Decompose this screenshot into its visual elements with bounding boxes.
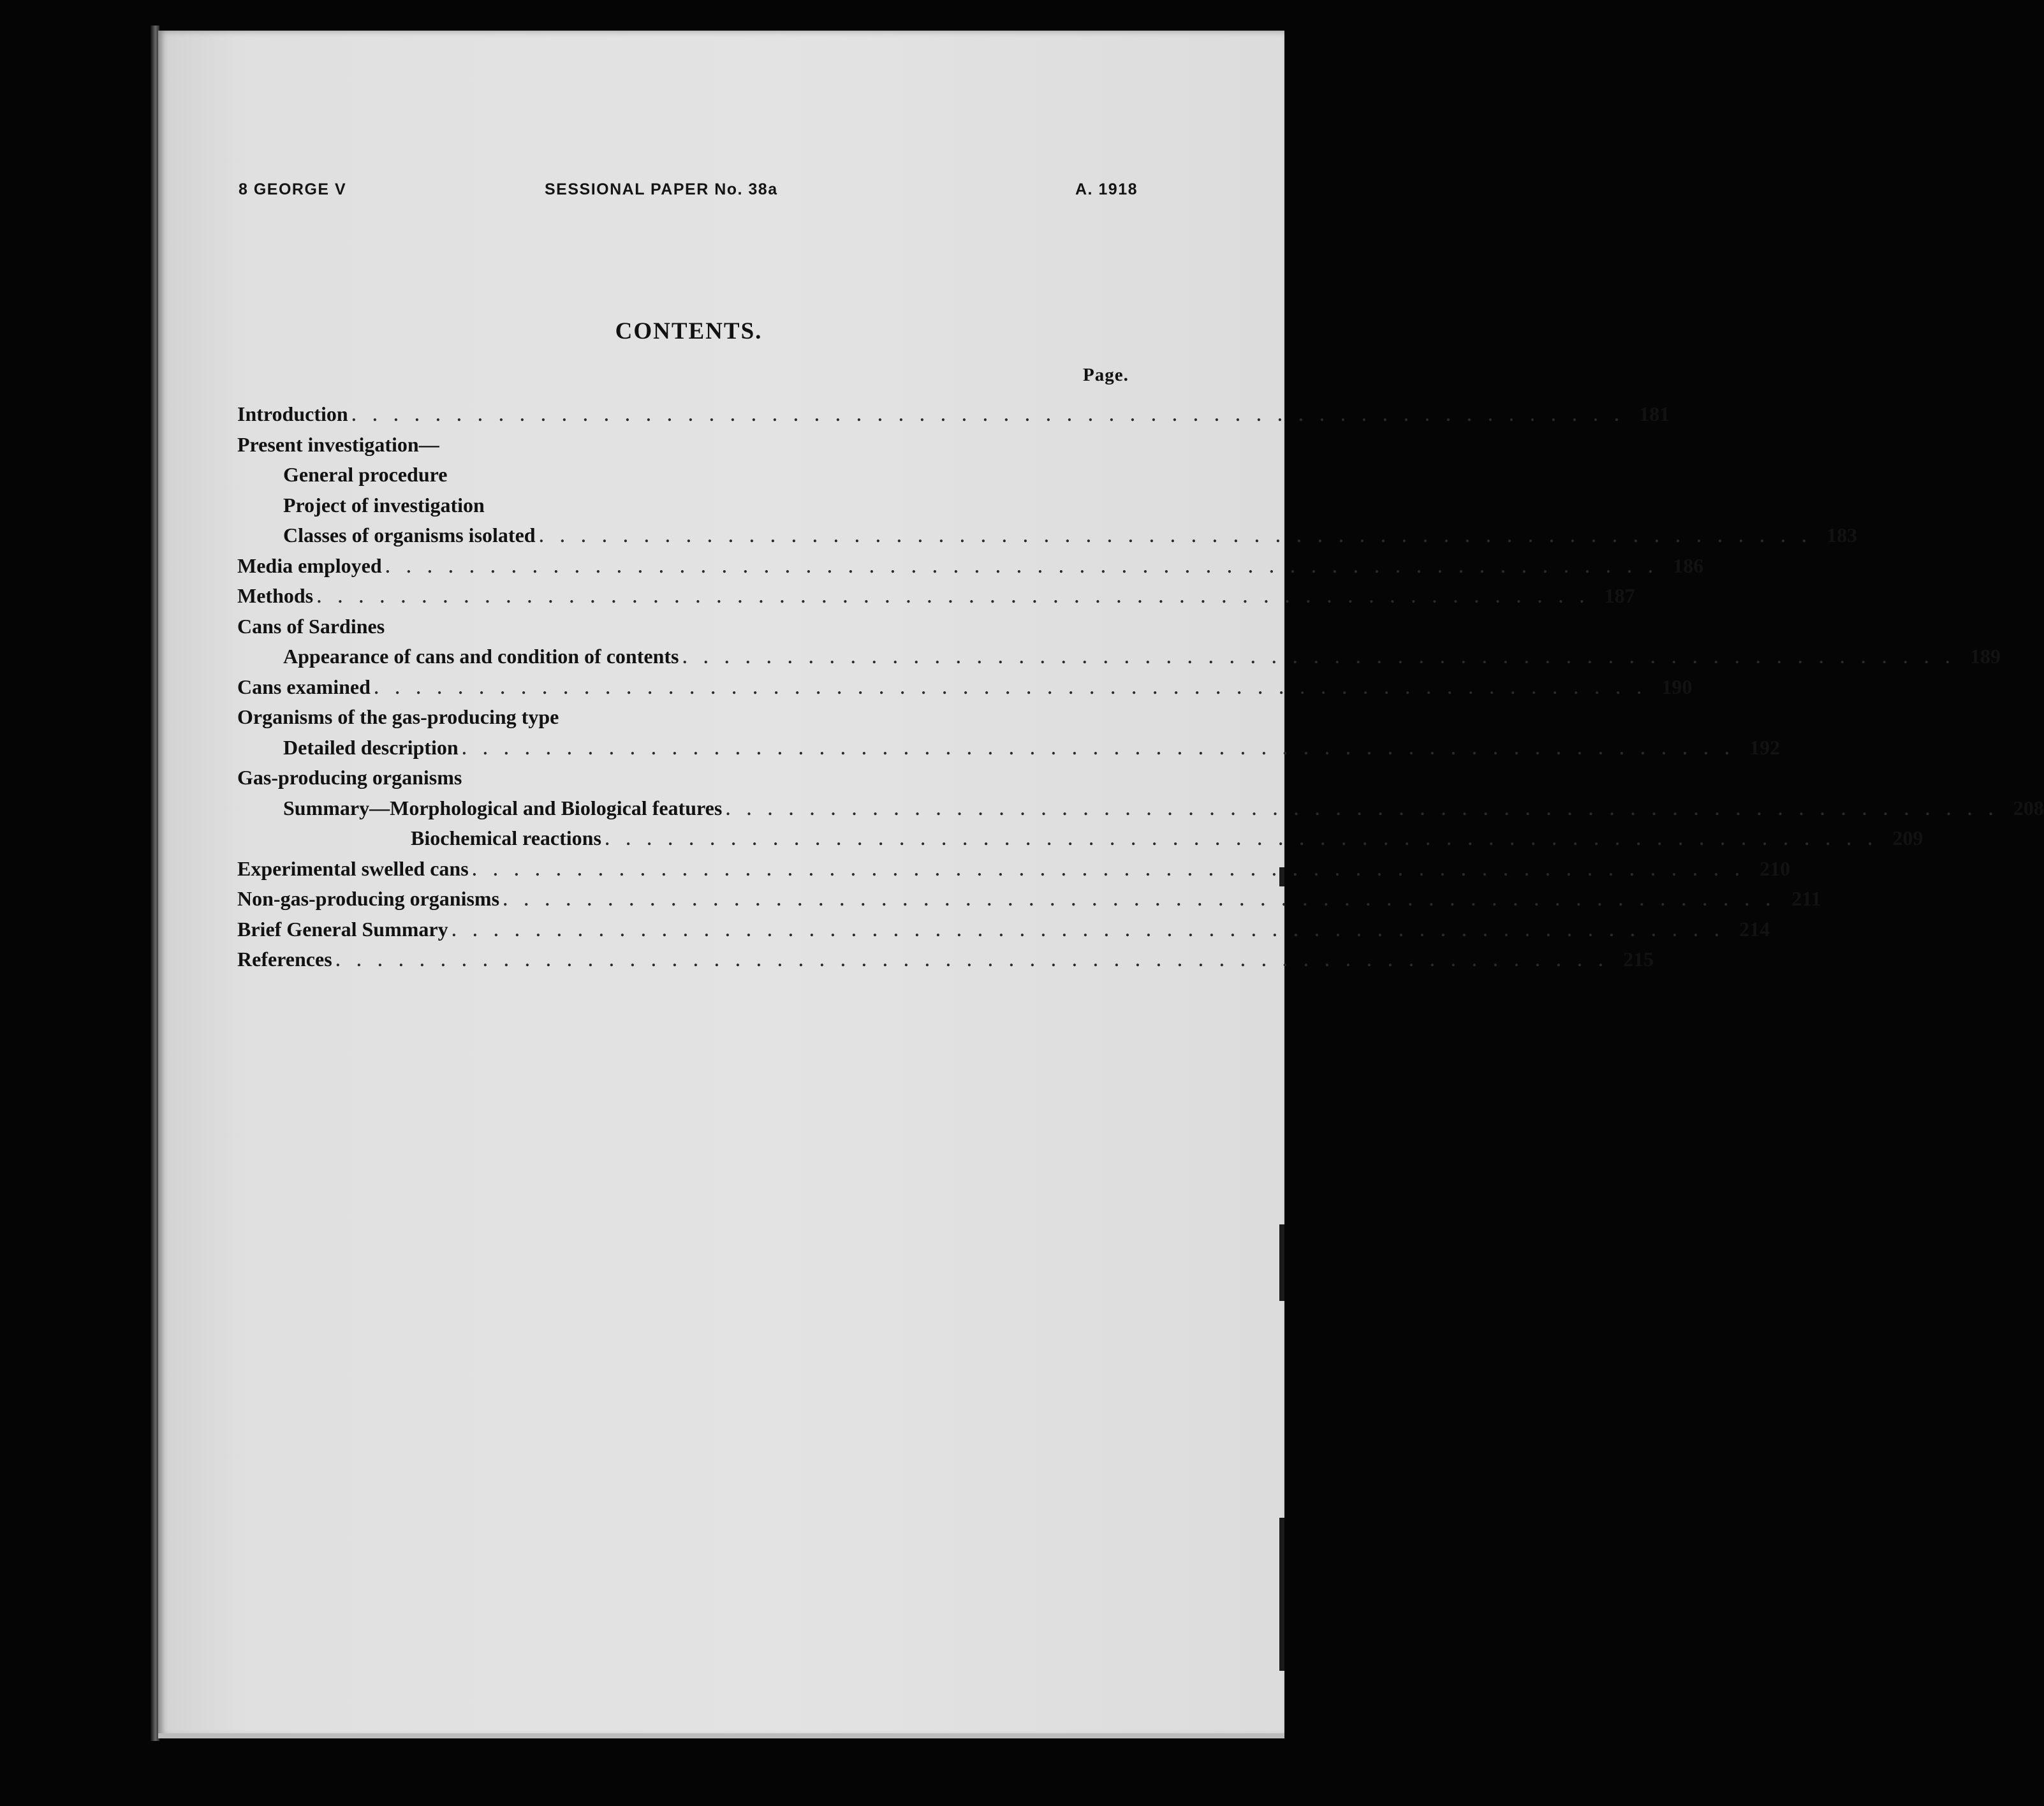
toc-entry — [237, 884, 1821, 914]
scan-edge-mark — [1279, 1518, 1284, 1671]
scan-edge-mark — [1279, 1224, 1284, 1301]
toc-dot-leader: . . . . . . . . . . . . . . . . . . . . . . . . . . . . . . . . . . . . . . . . . . . . . . . . . . . . . . . . . . . . . — [605, 830, 1879, 849]
toc-dot-leader: . . . . . . . . . . . . . . . . . . . . . . . . . . . . . . . . . . . . . . . . . . . . . . . . . . . . . . . . . . . . . — [335, 951, 1610, 970]
toc-entry-title: Biochemical reactions — [411, 826, 601, 849]
toc-entry-title: Detailed description — [283, 735, 459, 759]
toc-entry-title: Methods — [237, 584, 314, 607]
toc-dot-leader: . . . . . . . . . . . . . . . . . . . . . . . . . . . . . . . . . . . . . . . . . . . . . . . . . . . . . . . . . . . . . — [317, 588, 1591, 606]
header-year: A. 1918 — [1075, 180, 1138, 198]
toc-entry-page: 181 — [1639, 402, 1670, 425]
toc-entry-title: Media employed — [237, 554, 382, 577]
toc-entry-page: 210 — [1760, 856, 1791, 880]
toc-entry-title: Summary—Morphological and Biological features — [283, 796, 723, 819]
header-sessional-paper: SESSIONAL PAPER No. 38a — [545, 180, 778, 198]
header-regnal-year: 8 GEORGE V — [239, 180, 347, 198]
toc-entry-page: 186 — [1673, 554, 1704, 577]
toc-entry — [237, 399, 1670, 430]
toc-entry — [237, 854, 1791, 885]
toc-entry — [237, 490, 1138, 521]
toc-entry — [237, 612, 1138, 642]
toc-entry — [237, 944, 1654, 975]
toc-entry — [237, 914, 1770, 945]
toc-dot-leader: . . . . . . . . . . . . . . . . . . . . . . . . . . . . . . . . . . . . . . . . . . . . . . . . . . . . . . . . . . . . . — [539, 527, 1813, 546]
toc-entry-title: Present investigation— — [237, 432, 439, 456]
toc-entry-title: References — [237, 948, 332, 971]
toc-entry-title: Introduction — [237, 402, 348, 425]
toc-entry — [237, 793, 2044, 824]
table-of-contents — [237, 399, 2044, 975]
toc-entry-title: Cans of Sardines — [237, 614, 385, 638]
toc-entry — [237, 733, 1781, 763]
page-title: CONTENTS. — [615, 318, 763, 344]
toc-entry-title: Brief General Summary — [237, 917, 448, 941]
toc-entry-page: 211 — [1791, 887, 1821, 910]
toc-dot-leader: . . . . . . . . . . . . . . . . . . . . . . . . . . . . . . . . . . . . . . . . . . . . . . . . . . . . . . . . . . . . . — [503, 891, 1777, 909]
toc-entry — [237, 823, 1923, 854]
toc-entry-title: Gas-producing organisms — [237, 766, 462, 789]
running-header — [239, 180, 1138, 206]
toc-entry — [237, 430, 1138, 460]
toc-dot-leader: . . . . . . . . . . . . . . . . . . . . . . . . . . . . . . . . . . . . . . . . . . . . . . . . . . . . . . . . . . . . . — [472, 860, 1746, 879]
toc-entry-page: 183 — [1827, 524, 1858, 547]
toc-dot-leader: . . . . . . . . . . . . . . . . . . . . . . . . . . . . . . . . . . . . . . . . . . . . . . . . . . . . . . . . . . . . . — [452, 921, 1726, 940]
page-bottom-edge — [158, 1733, 1284, 1738]
toc-dot-leader: . . . . . . . . . . . . . . . . . . . . . . . . . . . . . . . . . . . . . . . . . . . . . . . . . . . . . . . . . . . . . — [462, 739, 1736, 758]
toc-entry-title: Cans examined — [237, 675, 371, 698]
toc-entry-page: 192 — [1749, 735, 1781, 759]
toc-entry-page: 208 — [2013, 796, 2044, 819]
toc-entry — [237, 520, 1858, 551]
toc-entry — [237, 672, 1693, 703]
toc-entry-page: 209 — [1892, 826, 1923, 849]
toc-dot-leader: . . . . . . . . . . . . . . . . . . . . . . . . . . . . . . . . . . . . . . . . . . . . . . . . . . . . . . . . . . . . . — [374, 679, 1648, 698]
toc-dot-leader: . . . . . . . . . . . . . . . . . . . . . . . . . . . . . . . . . . . . . . . . . . . . . . . . . . . . . . . . . . . . . — [385, 557, 1659, 576]
toc-dot-leader: . . . . . . . . . . . . . . . . . . . . . . . . . . . . . . . . . . . . . . . . . . . . . . . . . . . . . . . . . . . . . — [351, 406, 1626, 425]
toc-entry-page: 214 — [1739, 917, 1770, 941]
page-column-label: Page. — [1083, 365, 1129, 385]
toc-dot-leader: . . . . . . . . . . . . . . . . . . . . . . . . . . . . . . . . . . . . . . . . . . . . . . . . . . . . . . . . . . . . . — [682, 649, 1956, 667]
toc-entry-page: 215 — [1623, 948, 1654, 971]
toc-entry-title: Appearance of cans and condition of contents — [283, 645, 679, 668]
toc-entry — [237, 551, 1704, 582]
toc-entry-title: Experimental swelled cans — [237, 856, 469, 880]
toc-entry-page: 187 — [1604, 584, 1635, 607]
toc-entry-title: Organisms of the gas-producing type — [237, 705, 559, 728]
toc-entry-page: 189 — [1969, 645, 2001, 668]
toc-entry — [237, 581, 1635, 612]
toc-entry — [237, 763, 1138, 793]
toc-entry — [237, 460, 1138, 490]
toc-entry — [237, 702, 1138, 733]
toc-entry-title: Classes of organisms isolated — [283, 524, 536, 547]
toc-entry-title: General procedure — [283, 463, 448, 486]
toc-entry-page: 190 — [1661, 675, 1693, 698]
toc-dot-leader: . . . . . . . . . . . . . . . . . . . . . . . . . . . . . . . . . . . . . . . . . . . . . . . . . . . . . . . . . . . . . — [726, 800, 1999, 819]
toc-entry-title: Non-gas-producing organisms — [237, 887, 500, 910]
toc-entry-title: Project of investigation — [283, 493, 485, 517]
toc-entry — [237, 642, 2001, 672]
